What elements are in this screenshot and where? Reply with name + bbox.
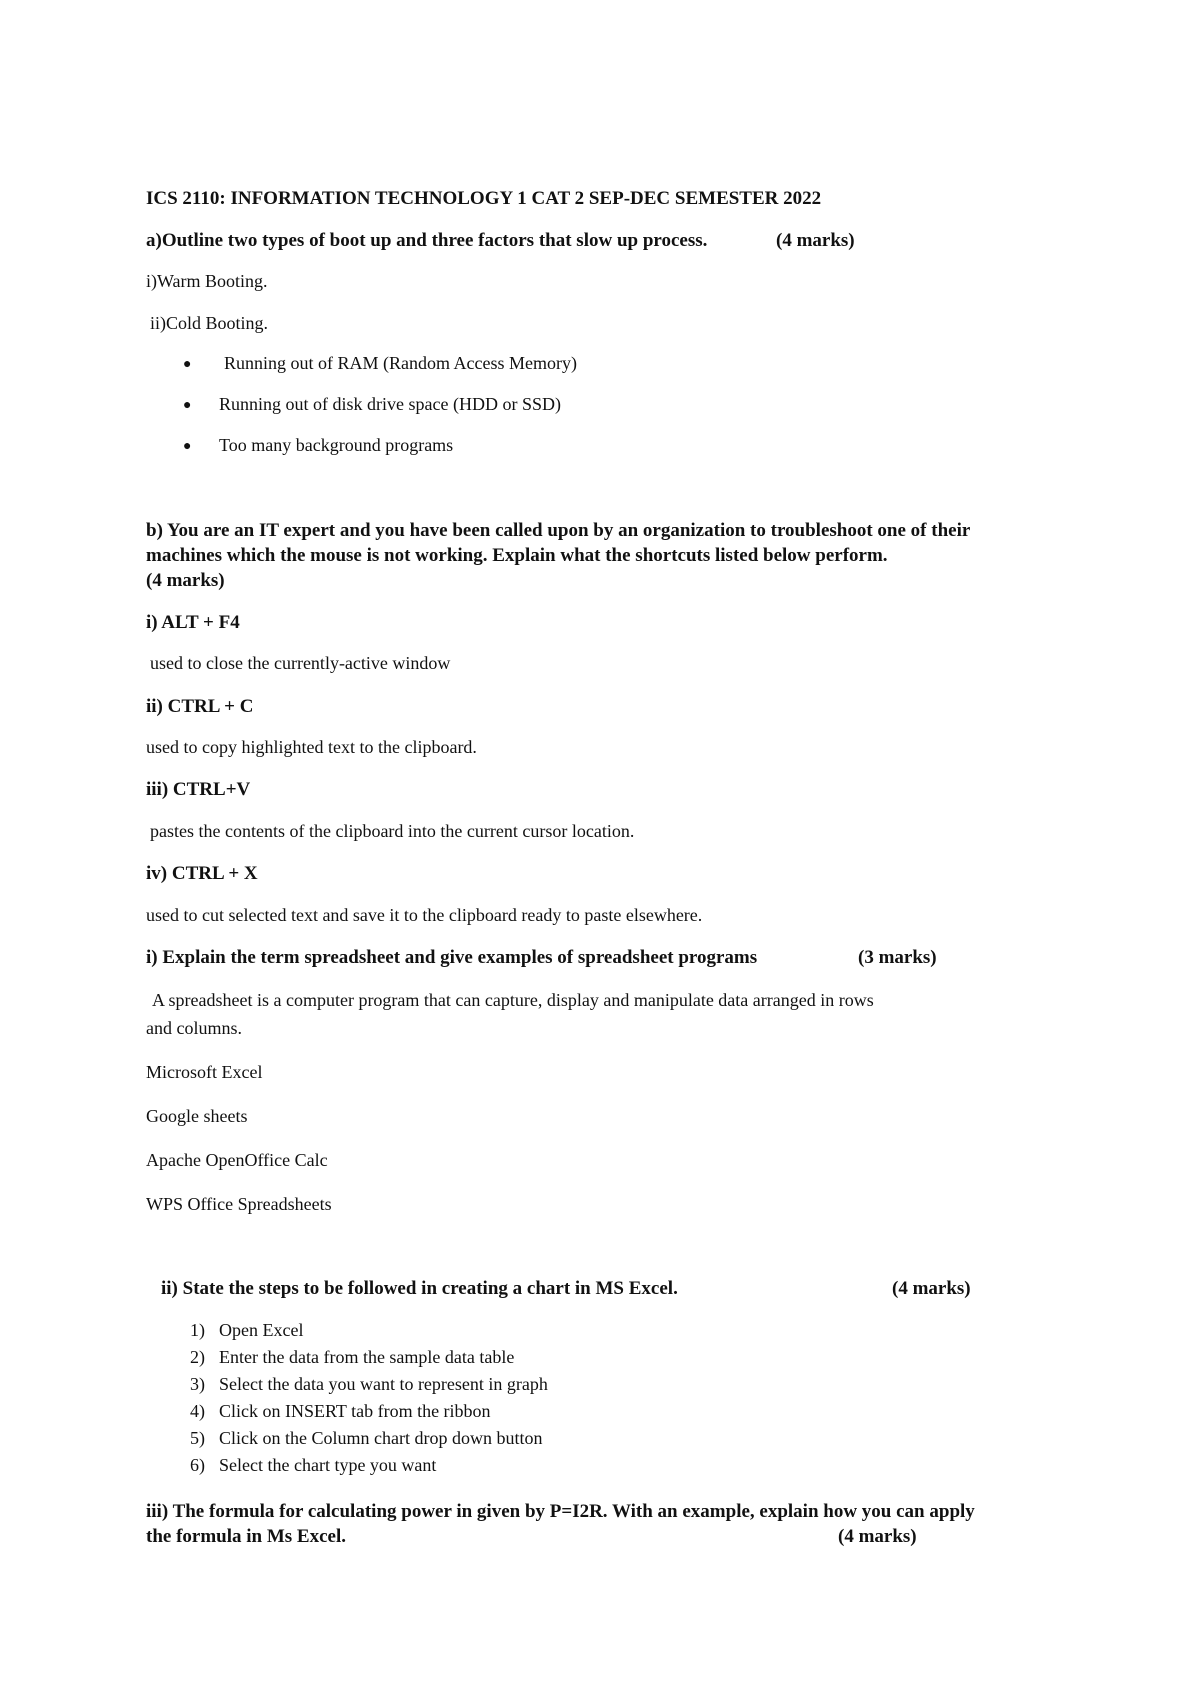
step-number: 3) [190,1374,205,1394]
question-power-formula-marks: (4 marks) [838,1526,917,1547]
spreadsheet-example: Microsoft Excel [146,1062,263,1082]
bullet-item: Running out of disk drive space (HDD or SSD) [219,394,561,414]
bullet-icon: ● [183,398,192,413]
bullet-item: Too many background programs [219,435,454,455]
question-chart-steps-marks: (4 marks) [892,1278,971,1299]
question-a: a)Outline two types of boot up and three factors that slow up process. [146,230,708,251]
question-spreadsheet-marks: (3 marks) [858,947,937,968]
shortcut-ctrl-c: ii) CTRL + C [146,696,254,717]
step-number: 6) [190,1455,205,1475]
shortcut-alt-f4: i) ALT + F4 [146,612,240,633]
shortcut-ctrl-v: iii) CTRL+V [146,779,251,800]
question-power-formula-line2: the formula in Ms Excel. [146,1526,347,1547]
spreadsheet-example: Google sheets [146,1106,248,1126]
step-text: Enter the data from the sample data table [219,1347,515,1367]
step-text: Select the data you want to represent in graph [219,1374,548,1394]
question-b-line1: b) You are an IT expert and you have been called upon by an organization to troubleshoot one of their [146,520,971,541]
question-a-marks: (4 marks) [776,230,855,251]
step-text: Click on the Column chart drop down button [219,1428,543,1448]
answer-cold-booting: ii)Cold Booting. [150,313,269,333]
shortcut-ctrl-x: iv) CTRL + X [146,863,258,884]
step-number: 1) [190,1320,205,1340]
step-text: Select the chart type you want [219,1455,437,1475]
step-number: 4) [190,1401,205,1421]
question-chart-steps: ii) State the steps to be followed in creating a chart in MS Excel. [161,1278,678,1299]
question-spreadsheet: i) Explain the term spreadsheet and give examples of spreadsheet programs [146,947,758,968]
step-number: 5) [190,1428,205,1448]
shortcut-ctrl-x-answer: used to cut selected text and save it to the clipboard ready to paste elsewhere. [146,905,703,925]
bullet-item: Running out of RAM (Random Access Memory) [224,353,577,373]
shortcut-ctrl-c-answer: used to copy highlighted text to the clipboard. [146,737,477,757]
document-title: ICS 2110: INFORMATION TECHNOLOGY 1 CAT 2 SEP-DEC SEMESTER 2022 [146,188,822,209]
step-text: Click on INSERT tab from the ribbon [219,1401,491,1421]
bullet-icon: ● [183,357,192,372]
step-number: 2) [190,1347,205,1367]
bullet-icon: ● [183,439,192,454]
shortcut-alt-f4-answer: used to close the currently-active window [150,653,451,673]
question-power-formula-line1: iii) The formula for calculating power in given by P=I2R. With an example, explain how you can apply [146,1501,975,1522]
question-b-marks: (4 marks) [146,570,225,591]
spreadsheet-example: Apache OpenOffice Calc [146,1150,328,1170]
spreadsheet-definition-line1: A spreadsheet is a computer program that can capture, display and manipulate data arranged in rows [152,990,874,1010]
shortcut-ctrl-v-answer: pastes the contents of the clipboard into the current cursor location. [150,821,635,841]
spreadsheet-example: WPS Office Spreadsheets [146,1194,332,1214]
step-text: Open Excel [219,1320,304,1340]
question-b-line2: machines which the mouse is not working. Explain what the shortcuts listed below perform. [146,545,888,566]
spreadsheet-definition-line2: and columns. [146,1018,242,1038]
answer-warm-booting: i)Warm Booting. [146,271,268,291]
